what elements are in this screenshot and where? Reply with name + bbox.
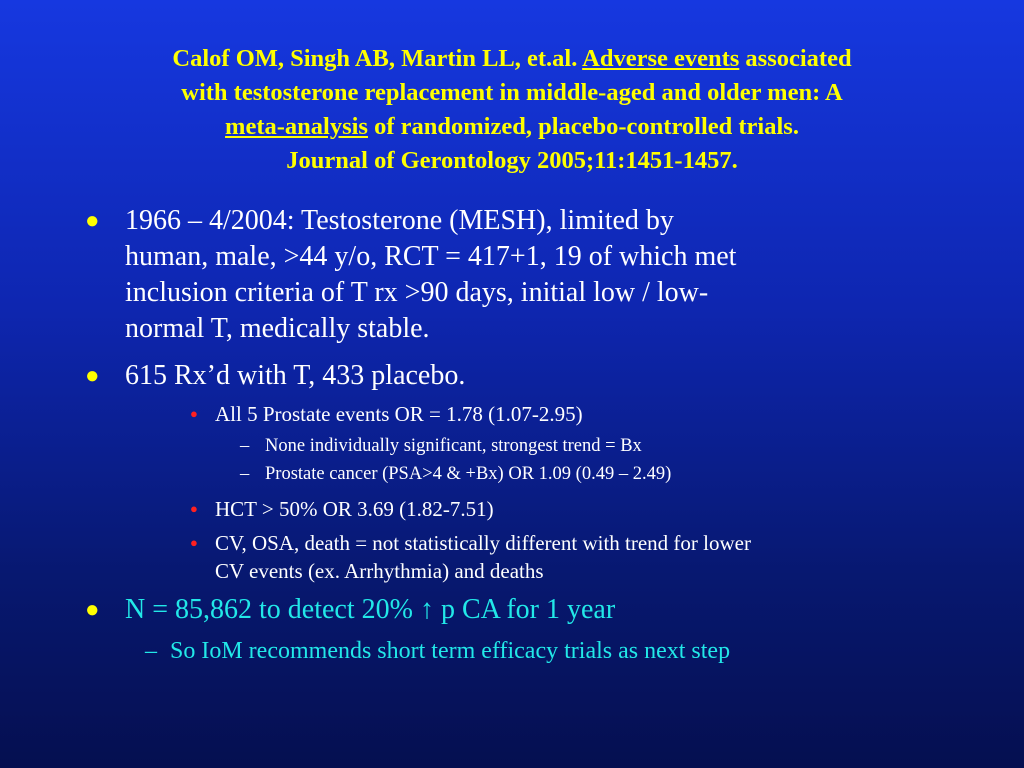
sub-sub-bullet-text: None individually significant, strongest trend = Bx	[265, 436, 642, 456]
bullet-text: N = 85,862 to detect 20% ↑ p CA for 1 year	[125, 594, 616, 625]
sub-bullet-text: All 5 Prostate events OR = 1.78 (1.07-2.95)	[215, 402, 583, 426]
dash-icon: –	[145, 638, 157, 664]
sub-sub-bullet-text: Prostate cancer (PSA>4 & +Bx) OR 1.09 (0.49 – 2.49)	[265, 464, 672, 484]
sub-bullet-icon: ●	[190, 501, 198, 516]
adverse-events-link[interactable]: Adverse events	[582, 45, 740, 72]
title-line-2: with testosterone replacement in middle-aged and older men: A	[181, 79, 843, 106]
title-text: of randomized, placebo-controlled trials.	[367, 113, 799, 140]
sub-bullet-text: So IoM recommends short term efficacy trials as next step	[170, 638, 731, 664]
bullet-text: 1966 – 4/2004: Testosterone (MESH), limited by human, male, >44 y/o, RCT = 417+1, 19 of which met inclusion criteria of T rx >90 days, initial low / low- normal T, medically stable.	[125, 205, 737, 344]
sub-bullet-text: HCT > 50% OR 3.69 (1.82-7.51)	[215, 497, 494, 521]
bullet-text: 615 Rx’d with T, 433 placebo.	[125, 360, 466, 391]
bullet-icon: ●	[85, 597, 100, 623]
journal-citation: Journal of Gerontology 2005;11:1451-1457.	[286, 147, 738, 174]
sub-bullet-text: CV, OSA, death = not statistically different with trend for lower CV events (ex. Arrhythmia) and deaths	[215, 531, 751, 583]
bullet-icon: ●	[85, 208, 100, 234]
sub-bullet-icon: ●	[190, 535, 198, 550]
sub-bullet-icon: ●	[190, 406, 198, 421]
up-arrow-icon: ↑	[419, 594, 434, 625]
title-text: associated	[739, 45, 852, 72]
dash-icon: –	[240, 464, 250, 484]
citation-authors: Calof OM, Singh AB, Martin LL, et.al.	[172, 45, 583, 72]
meta-analysis-link[interactable]: meta-analysis	[225, 113, 368, 140]
dash-icon: –	[240, 436, 250, 456]
bullet-icon: ●	[85, 363, 100, 389]
